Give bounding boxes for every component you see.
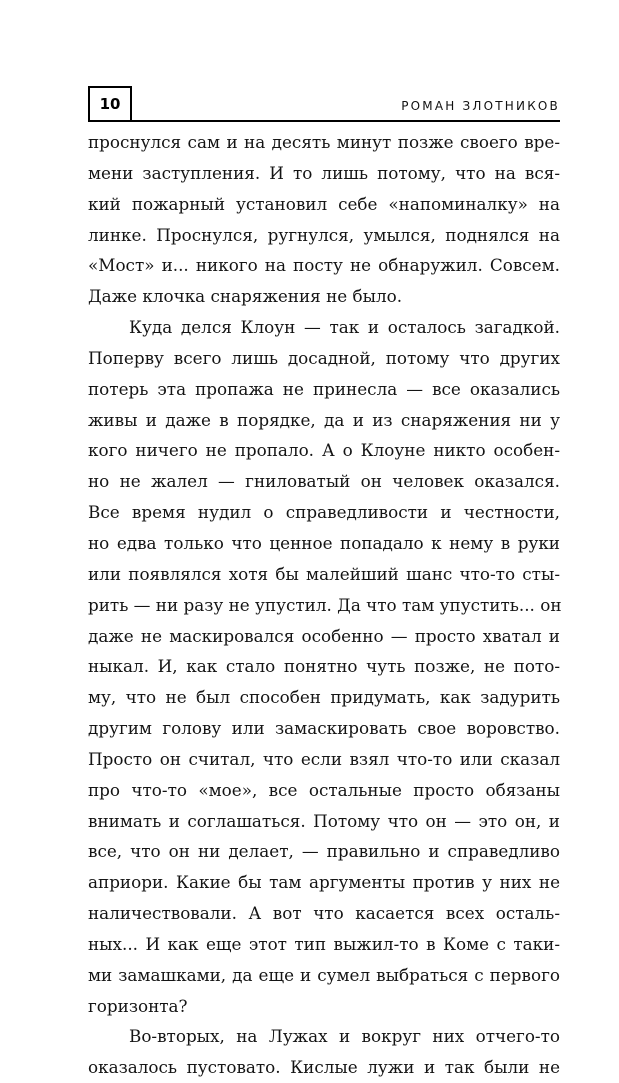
text-line: внимать и соглашаться. Потому что он — это он, и: [88, 810, 560, 831]
text-line: Куда делся Клоун — так и осталось загадкой.: [129, 317, 560, 338]
text-line: про что-то «мое», все остальные просто обязаны: [88, 779, 560, 800]
text-line: все, что он ни делает, — правильно и справедливо: [88, 841, 560, 862]
text-line: ми замашками, да еще и сумел выбраться с первого: [88, 964, 560, 985]
text-line: проснулся сам и на десять минут позже своего вре-: [88, 132, 560, 152]
body-text: [88, 127, 560, 1083]
text-line: другим голову или замаскировать свое воровство.: [88, 718, 560, 739]
text-line: кого ничего не пропало. А о Клоуне никто особен-: [88, 440, 560, 461]
header-rule: [132, 120, 560, 122]
page-number: 10: [88, 86, 132, 122]
text-line: мени заступления. И то лишь потому, что на вся-: [88, 162, 560, 183]
text-line: даже не маскировался особенно — просто хватал и: [88, 625, 560, 646]
text-line: но не жалел — гниловатый он человек оказался.: [88, 471, 560, 492]
text-line: наличествовали. А вот что касается всех осталь-: [88, 903, 560, 924]
text-line: рить — ни разу не упустил. Да что там упустить... он: [88, 594, 562, 615]
text-line: Все время нудил о справедливости и честности,: [88, 502, 560, 523]
text-line: оказалось пустовато. Кислые лужи и так были не: [88, 1057, 560, 1078]
text-line: потерь эта пропажа не принесла — все оказались: [88, 378, 560, 399]
text-line: Поперву всего лишь досадной, потому что других: [88, 347, 560, 368]
running-head-author: РОМАН ЗЛОТНИКОВ: [401, 99, 560, 113]
text-line: горизонта?: [88, 995, 188, 1016]
text-line: но едва только что ценное попадало к нему в руки: [88, 532, 560, 553]
text-line: линке. Проснулся, ругнулся, умылся, поднялся на: [88, 224, 560, 245]
text-line: априори. Какие бы там аргументы против у них не: [88, 872, 560, 893]
text-line: или появлялся хотя бы малейший шанс что-то сты-: [88, 563, 560, 584]
text-line: «Мост» и... никого на посту не обнаружил. Совсем.: [88, 255, 560, 276]
text-line: кий пожарный установил себе «напоминалку» на: [88, 193, 560, 214]
text-line: Даже клочка снаряжения не было.: [88, 286, 403, 307]
text-line: ных... И как еще этот тип выжил-то в Коме с таки-: [88, 933, 560, 954]
text-line: живы и даже в порядке, да и из снаряжения ни у: [88, 409, 560, 430]
text-line: Во-вторых, на Лужах и вокруг них отчего-то: [129, 1026, 560, 1047]
text-line: Просто он считал, что если взял что-то или сказал: [88, 748, 560, 769]
text-line: ныкал. И, как стало понятно чуть позже, не пото-: [88, 656, 560, 677]
page-header: [88, 86, 560, 122]
text-line: му, что не был способен придумать, как задурить: [88, 687, 560, 708]
